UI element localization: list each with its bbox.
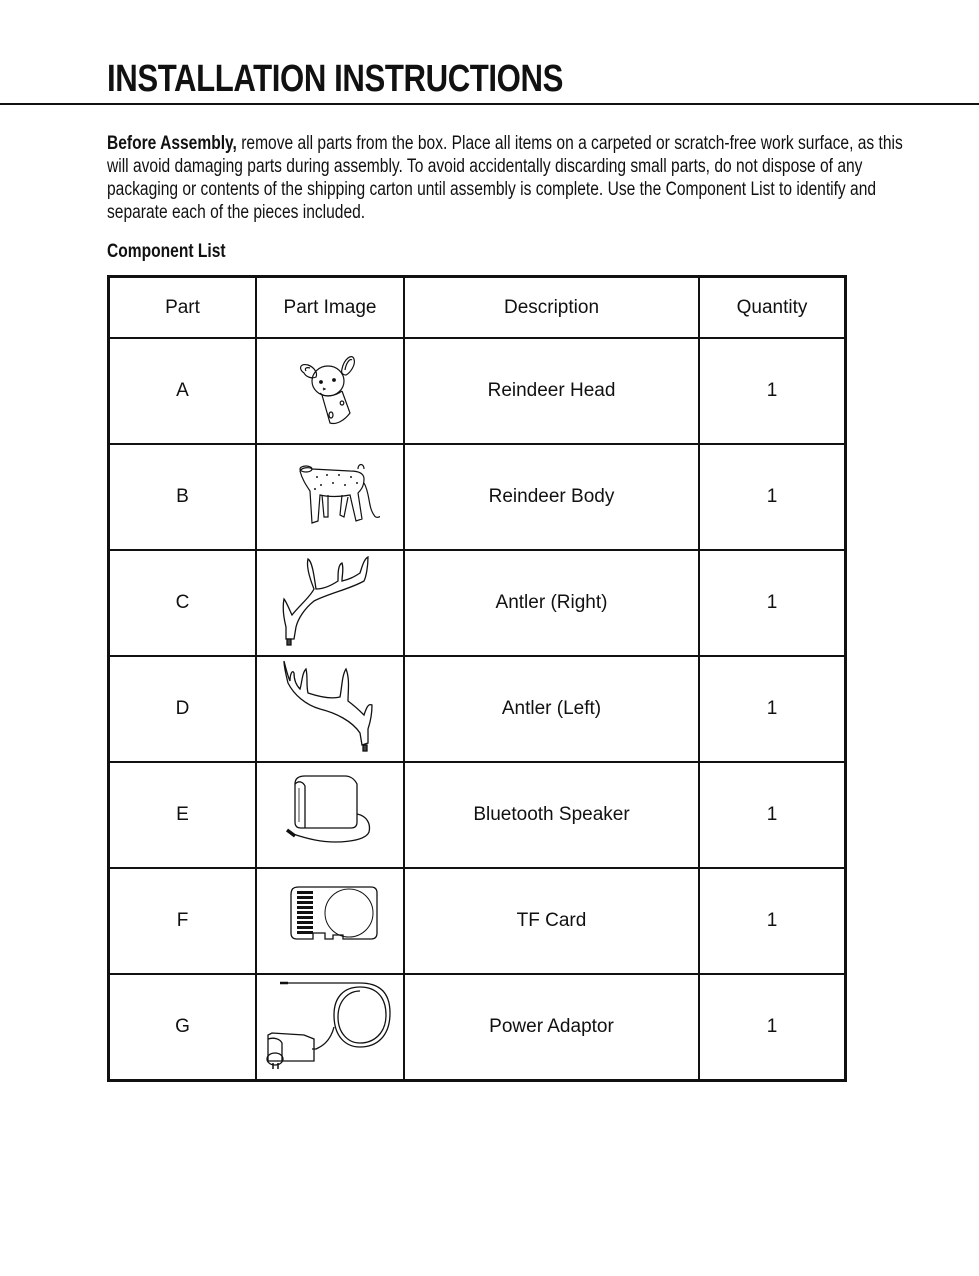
component-table	[107, 275, 847, 1082]
part-image-cell	[256, 974, 404, 1081]
part-image-cell	[256, 550, 404, 656]
title-divider	[0, 103, 979, 105]
antler-right-icon	[280, 553, 380, 653]
table-row	[109, 974, 846, 1081]
antler-left-icon	[280, 659, 380, 759]
table-row	[109, 444, 846, 550]
part-letter: F	[109, 868, 257, 974]
table-row	[109, 868, 846, 974]
part-letter: C	[109, 550, 257, 656]
part-letter: G	[109, 974, 257, 1081]
part-quantity: 1	[699, 550, 846, 656]
part-quantity: 1	[699, 974, 846, 1081]
part-quantity: 1	[699, 338, 846, 444]
part-image-cell	[256, 338, 404, 444]
part-description: Antler (Right)	[404, 550, 699, 656]
part-image-cell	[256, 656, 404, 762]
reindeer-head-icon	[290, 351, 370, 431]
intro-text: remove all parts from the box. Place all items on a carpeted or scratch-free work surface, as this will avoid damaging parts during assembly. To avoid accidentally discarding small parts, do not dispose of any packaging or contents of the shipping carton until assembly is complete. Use the Component List to identify and separate each of the pieces included.	[107, 133, 903, 223]
part-description: Reindeer Head	[404, 338, 699, 444]
part-letter: E	[109, 762, 257, 868]
part-description: Reindeer Body	[404, 444, 699, 550]
bluetooth-speaker-icon	[275, 770, 385, 860]
table-header-row	[109, 277, 846, 339]
power-adaptor-icon	[260, 977, 400, 1077]
part-quantity: 1	[699, 762, 846, 868]
table-row	[109, 338, 846, 444]
part-letter: D	[109, 656, 257, 762]
column-header-part: Part	[109, 277, 257, 339]
table-row	[109, 656, 846, 762]
part-image-cell	[256, 868, 404, 974]
part-letter: B	[109, 444, 257, 550]
table-row	[109, 762, 846, 868]
reindeer-body-icon	[280, 457, 380, 537]
tf-card-icon	[275, 881, 385, 961]
part-quantity: 1	[699, 444, 846, 550]
part-description: Antler (Left)	[404, 656, 699, 762]
component-list-heading: Component List	[107, 241, 226, 262]
part-description: Bluetooth Speaker	[404, 762, 699, 868]
part-quantity: 1	[699, 868, 846, 974]
part-description: TF Card	[404, 868, 699, 974]
column-header-part-image: Part Image	[256, 277, 404, 339]
page-title: INSTALLATION INSTRUCTIONS	[107, 58, 563, 100]
part-image-cell	[256, 762, 404, 868]
column-header-quantity: Quantity	[699, 277, 846, 339]
column-header-description: Description	[404, 277, 699, 339]
part-description: Power Adaptor	[404, 974, 699, 1081]
intro-paragraph	[107, 132, 927, 224]
table-row	[109, 550, 846, 656]
part-image-cell	[256, 444, 404, 550]
part-quantity: 1	[699, 656, 846, 762]
intro-lead: Before Assembly,	[107, 133, 237, 154]
part-letter: A	[109, 338, 257, 444]
